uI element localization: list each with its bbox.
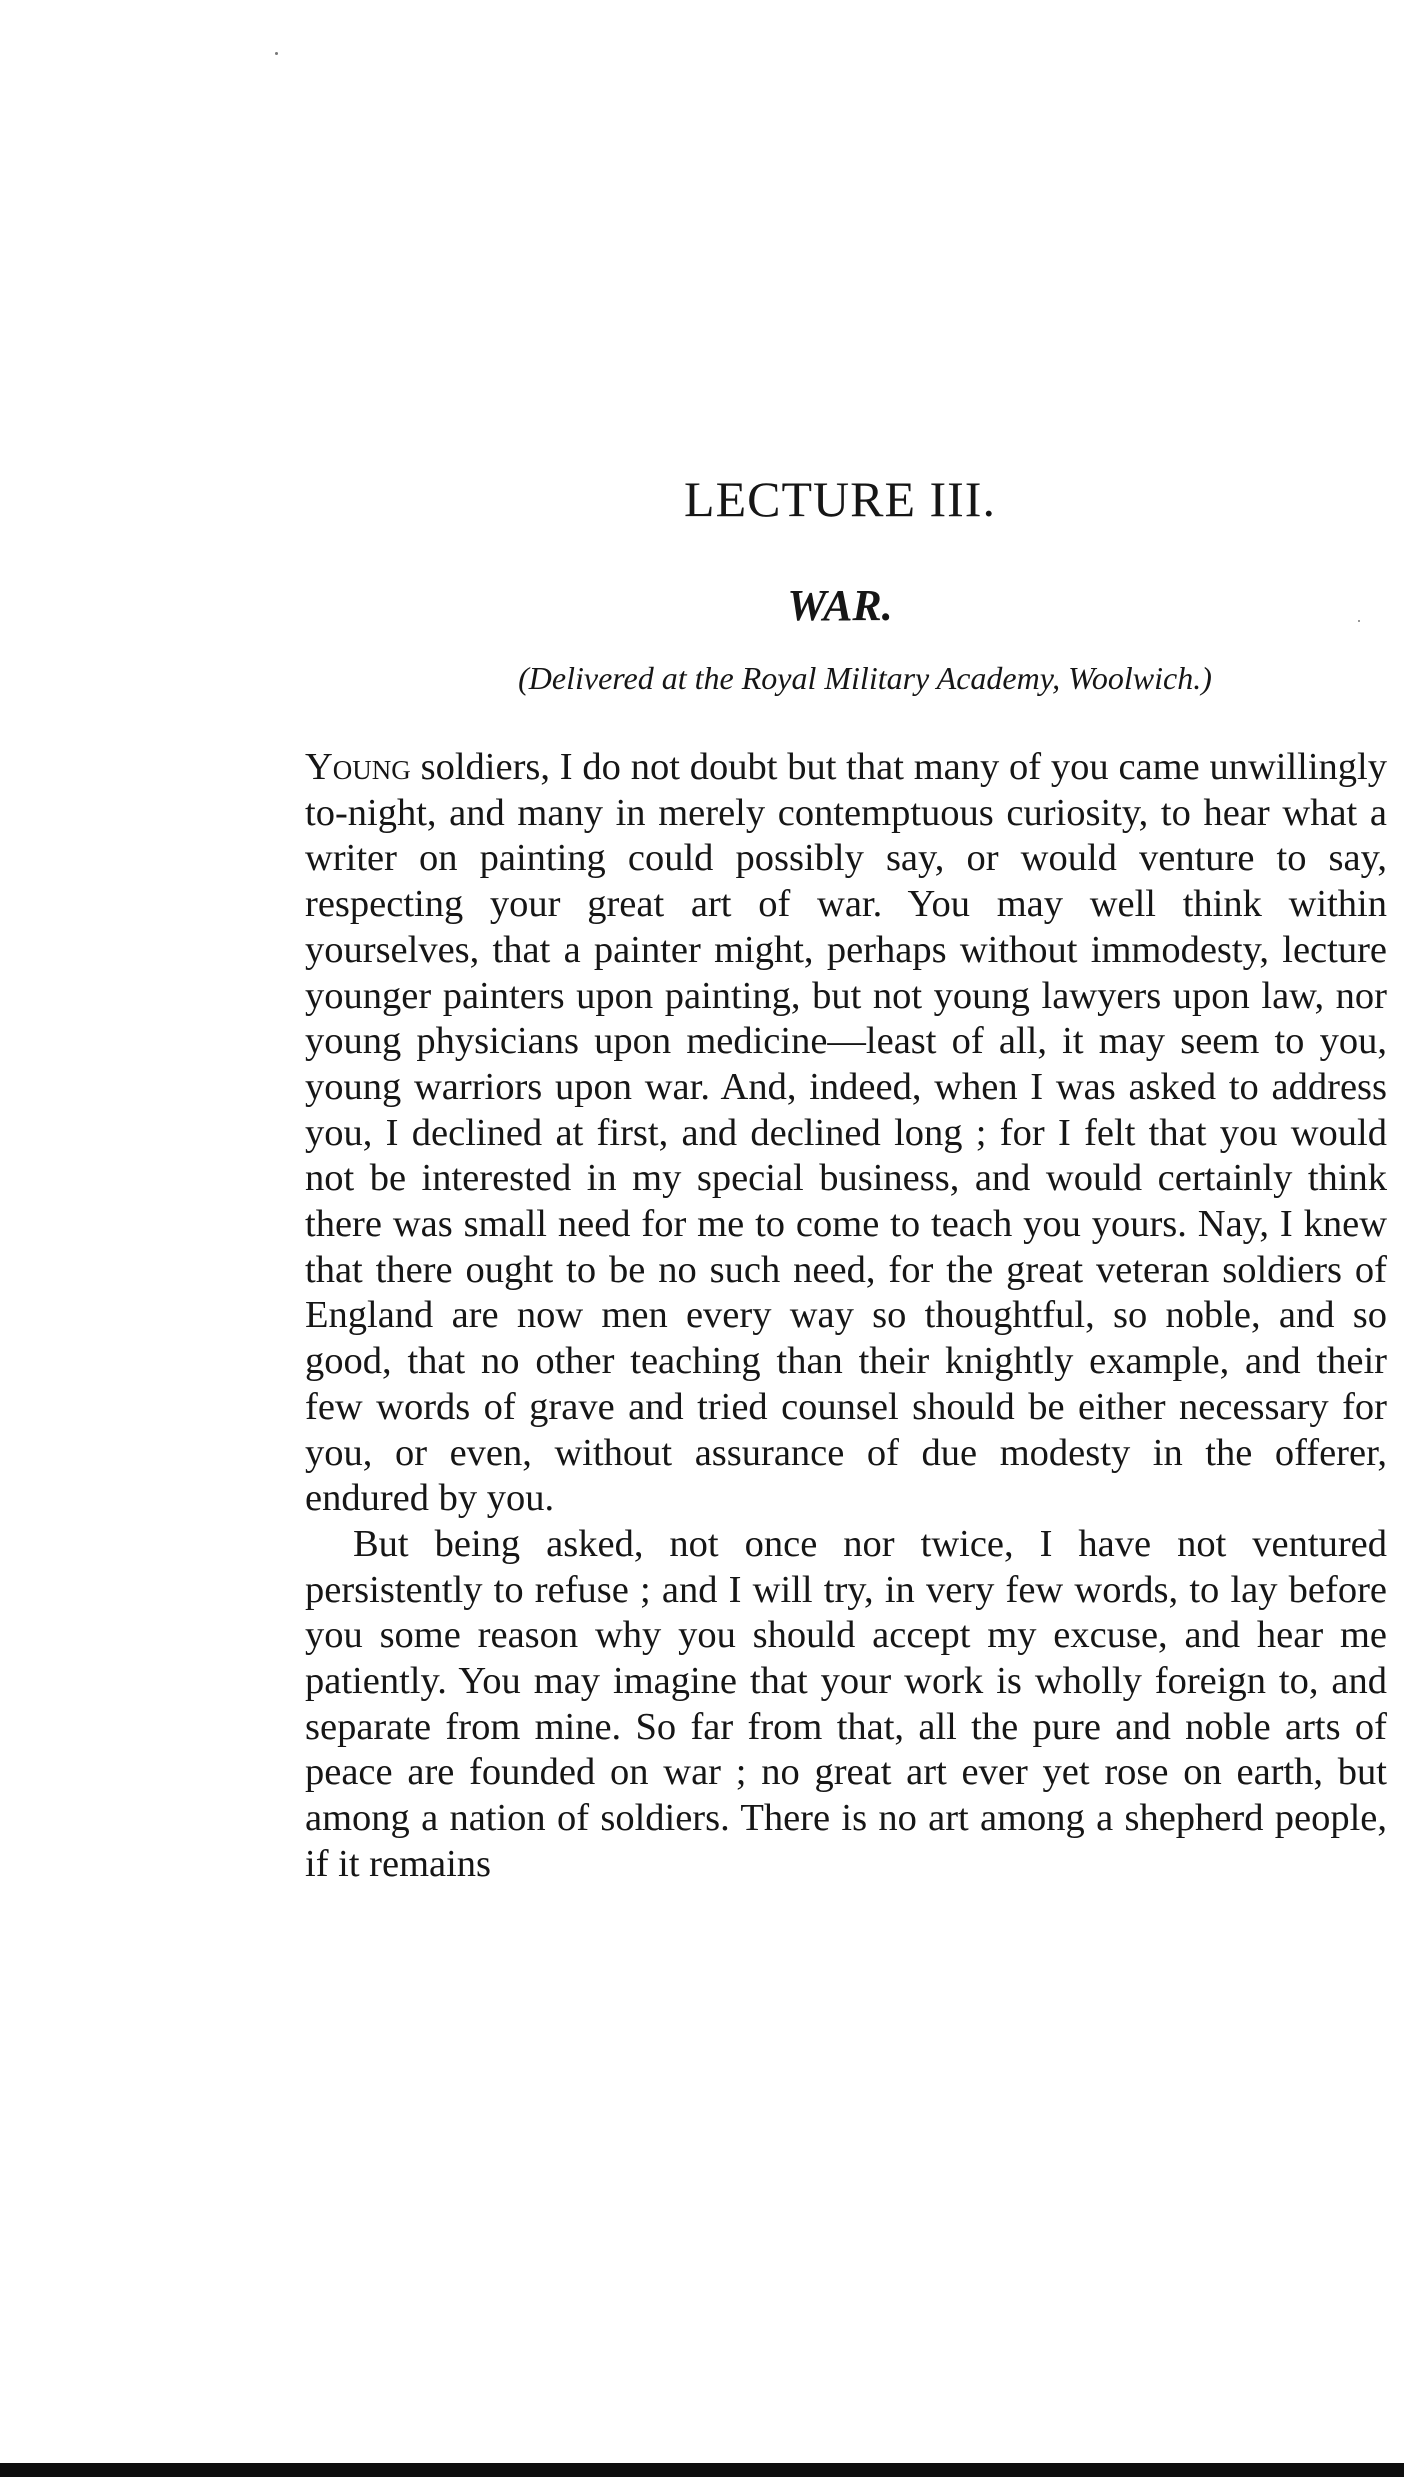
paragraph-lead-word: Young bbox=[305, 746, 411, 788]
margin-speck bbox=[275, 52, 278, 55]
lecture-title: LECTURE III. bbox=[684, 471, 996, 527]
lecture-body bbox=[305, 745, 1387, 1888]
scan-bottom-edge bbox=[0, 2463, 1404, 2477]
lecture-subtitle: WAR. bbox=[787, 581, 893, 630]
body-paragraph-2: But being asked, not once nor twice, I have not ventured persistently to refuse ; and I will try, in very few words, to lay before you some reason why you should accept my excuse, and hear me patiently. You may imagine that your work is wholly foreign to, and separate from mine. So far from that, all the pure and noble arts of peace are founded on war ; no great art ever yet rose on earth, but among a nation of soldiers. There is no art among a shepherd people, if it remains bbox=[305, 1522, 1387, 1885]
paragraph-1-text: soldiers, I do not doubt but that many of you came unwillingly to-night, and many in merely contemptuous curiosity, to hear what a writer on painting could possibly say, or would venture to say, respecting your great art of war. You may well think within yourselves, that a painter might, perhaps without immodesty, lecture younger painters upon painting, but not young lawyers upon law, nor young physicians upon medicine—least of all, it may seem to you, young warriors upon war. And, indeed, when I was asked to address you, I declined at first, and declined long ; for I felt that you would not be interested in my special business, and would certainly think there was small need for me to come to teach you yours. Nay, I knew that there ought to be no such need, for the great veteran soldiers of England are now men every way so thoughtful, so noble, and so good, that no other teaching than their knightly example, and their few words of grave and tried counsel should be either necessary for you, or even, without assurance of due modesty in the offerer, endured by you. bbox=[305, 746, 1387, 1520]
lecture-occasion: (Delivered at the Royal Military Academy, Woolwich.) bbox=[518, 660, 1212, 696]
body-paragraph-1 bbox=[305, 745, 1387, 1522]
margin-speck bbox=[1358, 620, 1360, 622]
